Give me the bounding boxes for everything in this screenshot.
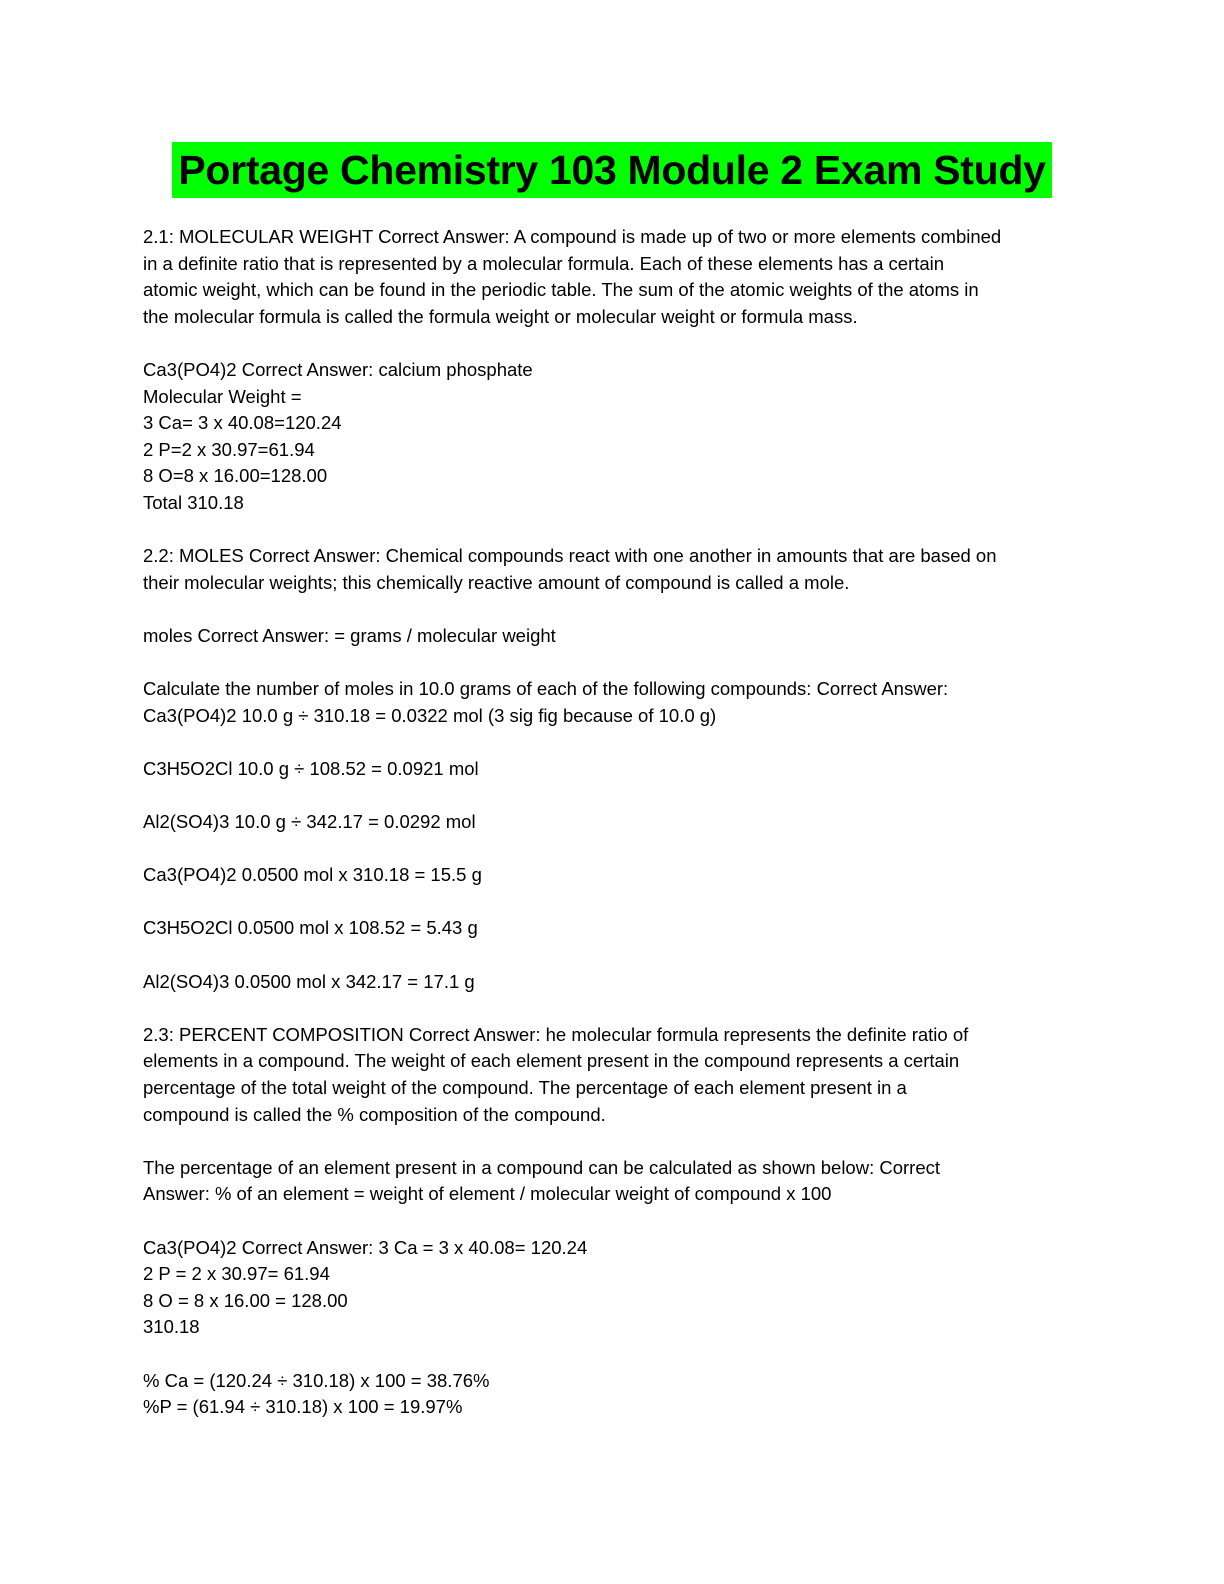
text-line: 8 O = 8 x 16.00 = 128.00 <box>143 1289 348 1311</box>
text-line: C3H5O2Cl 10.0 g ÷ 108.52 = 0.0921 mol <box>143 757 479 779</box>
text-line: 2.2: MOLES Correct Answer: Chemical compounds react with one another in amounts that are based on <box>143 545 997 567</box>
text-line: the molecular formula is called the formula weight or molecular weight or formula mass. <box>143 305 858 327</box>
text-line: Al2(SO4)3 0.0500 mol x 342.17 = 17.1 g <box>143 970 475 992</box>
text-line: their molecular weights; this chemically reactive amount of compound is called a mole. <box>143 571 850 593</box>
paragraph <box>143 809 1083 836</box>
text-line: moles Correct Answer: = grams / molecular weight <box>143 624 556 646</box>
document-body <box>143 224 1083 1447</box>
paragraph <box>143 357 1083 517</box>
text-line: Molecular Weight = <box>143 385 302 407</box>
text-line: Total 310.18 <box>143 491 244 513</box>
paragraph <box>143 1022 1083 1128</box>
text-line: 8 O=8 x 16.00=128.00 <box>143 465 328 487</box>
text-line: 2 P = 2 x 30.97= 61.94 <box>143 1263 330 1285</box>
text-line: 2.3: PERCENT COMPOSITION Correct Answer: he molecular formula represents the definite ratio of <box>143 1023 969 1045</box>
paragraph <box>143 969 1083 996</box>
paragraph <box>143 1368 1083 1421</box>
paragraph <box>143 543 1083 596</box>
text-line: 2.1: MOLECULAR WEIGHT Correct Answer: A compound is made up of two or more elements combined <box>143 226 1002 247</box>
text-line: in a definite ratio that is represented by a molecular formula. Each of these elements has a certain <box>143 252 945 274</box>
text-line: The percentage of an element present in a compound can be calculated as shown below: Correct <box>143 1156 941 1178</box>
paragraph <box>143 1235 1083 1341</box>
text-line: Ca3(PO4)2 0.0500 mol x 310.18 = 15.5 g <box>143 864 482 886</box>
paragraph <box>143 915 1083 942</box>
text-line: elements in a compound. The weight of each element present in the compound represents a certain <box>143 1050 960 1072</box>
paragraph <box>143 224 1083 330</box>
paragraph <box>143 1155 1083 1208</box>
text-line: Ca3(PO4)2 Correct Answer: calcium phosphate <box>143 358 533 380</box>
text-line: Answer: % of an element = weight of element / molecular weight of compound x 100 <box>143 1183 832 1205</box>
text-line: percentage of the total weight of the compound. The percentage of each element present in a <box>143 1077 907 1098</box>
text-line: compound is called the % composition of the compound. <box>143 1103 606 1125</box>
text-line: 3 Ca= 3 x 40.08=120.24 <box>143 412 342 434</box>
title-container <box>0 142 1224 198</box>
document-title: Portage Chemistry 103 Module 2 Exam Study <box>172 142 1051 198</box>
text-line: 2 P=2 x 30.97=61.94 <box>143 438 315 460</box>
paragraph <box>143 676 1083 729</box>
text-line: Ca3(PO4)2 10.0 g ÷ 310.18 = 0.0322 mol (3 sig fig because of 10.0 g) <box>143 704 717 726</box>
text-line: Calculate the number of moles in 10.0 grams of each of the following compounds: Correct Answer: <box>143 678 949 700</box>
paragraph <box>143 756 1083 783</box>
paragraph <box>143 623 1083 650</box>
text-line: Al2(SO4)3 10.0 g ÷ 342.17 = 0.0292 mol <box>143 811 476 833</box>
text-line: 310.18 <box>143 1316 200 1338</box>
text-line: C3H5O2Cl 0.0500 mol x 108.52 = 5.43 g <box>143 917 478 939</box>
text-line: Ca3(PO4)2 Correct Answer: 3 Ca = 3 x 40.08= 120.24 <box>143 1236 588 1258</box>
text-line: % Ca = (120.24 ÷ 310.18) x 100 = 38.76% <box>143 1369 490 1391</box>
paragraph <box>143 862 1083 889</box>
text-line: atomic weight, which can be found in the periodic table. The sum of the atomic weights of the atoms in <box>143 279 979 301</box>
text-line: %P = (61.94 ÷ 310.18) x 100 = 19.97% <box>143 1396 463 1418</box>
